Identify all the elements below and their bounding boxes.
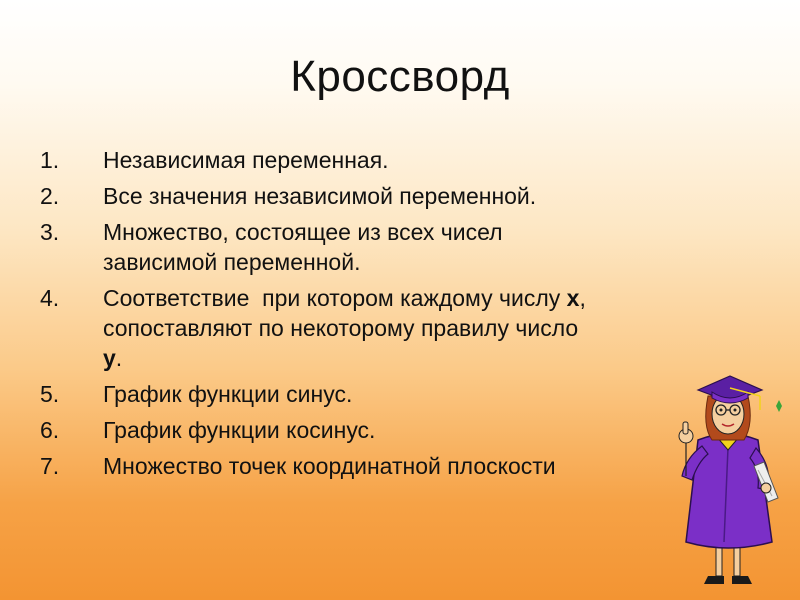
item-text-segment: , <box>579 285 586 311</box>
item-number: 3. <box>40 219 60 245</box>
slide-title: Кроссворд <box>290 52 510 101</box>
graduate-teacher-icon <box>668 366 790 592</box>
item-text: Множество точек координатной плоскости <box>103 453 556 479</box>
list-item <box>0 415 763 445</box>
item-text-line: сопоставляют по некоторому правилу число <box>103 315 579 341</box>
item-text: Независимая переменная. <box>103 147 389 173</box>
item-number: 4. <box>40 285 60 311</box>
item-text <box>103 283 763 373</box>
item-text-line: зависимой переменной. <box>103 249 361 275</box>
item-text-segment: Соответствие при котором каждому числу <box>103 285 567 311</box>
question-list <box>0 145 763 487</box>
item-number: 5. <box>40 381 60 407</box>
item-number: 1. <box>40 147 60 173</box>
item-number: 2. <box>40 183 60 209</box>
item-text: Все значения независимой переменной. <box>103 183 537 209</box>
list-item <box>0 217 763 277</box>
list-item <box>0 379 763 409</box>
list-item <box>0 451 763 481</box>
item-text: График функции синус. <box>103 381 353 407</box>
item-text <box>103 217 763 277</box>
variable-x: х <box>566 285 580 311</box>
variable-y: у <box>103 345 116 371</box>
item-text: График функции косинус. <box>103 417 376 443</box>
item-number: 6. <box>40 417 60 443</box>
list-item <box>0 283 763 373</box>
item-text-line: Множество, состоящее из всех чисел <box>103 219 503 245</box>
item-text-segment: . <box>115 345 123 371</box>
list-item <box>0 181 763 211</box>
item-number: 7. <box>40 453 60 479</box>
list-item <box>0 145 763 175</box>
